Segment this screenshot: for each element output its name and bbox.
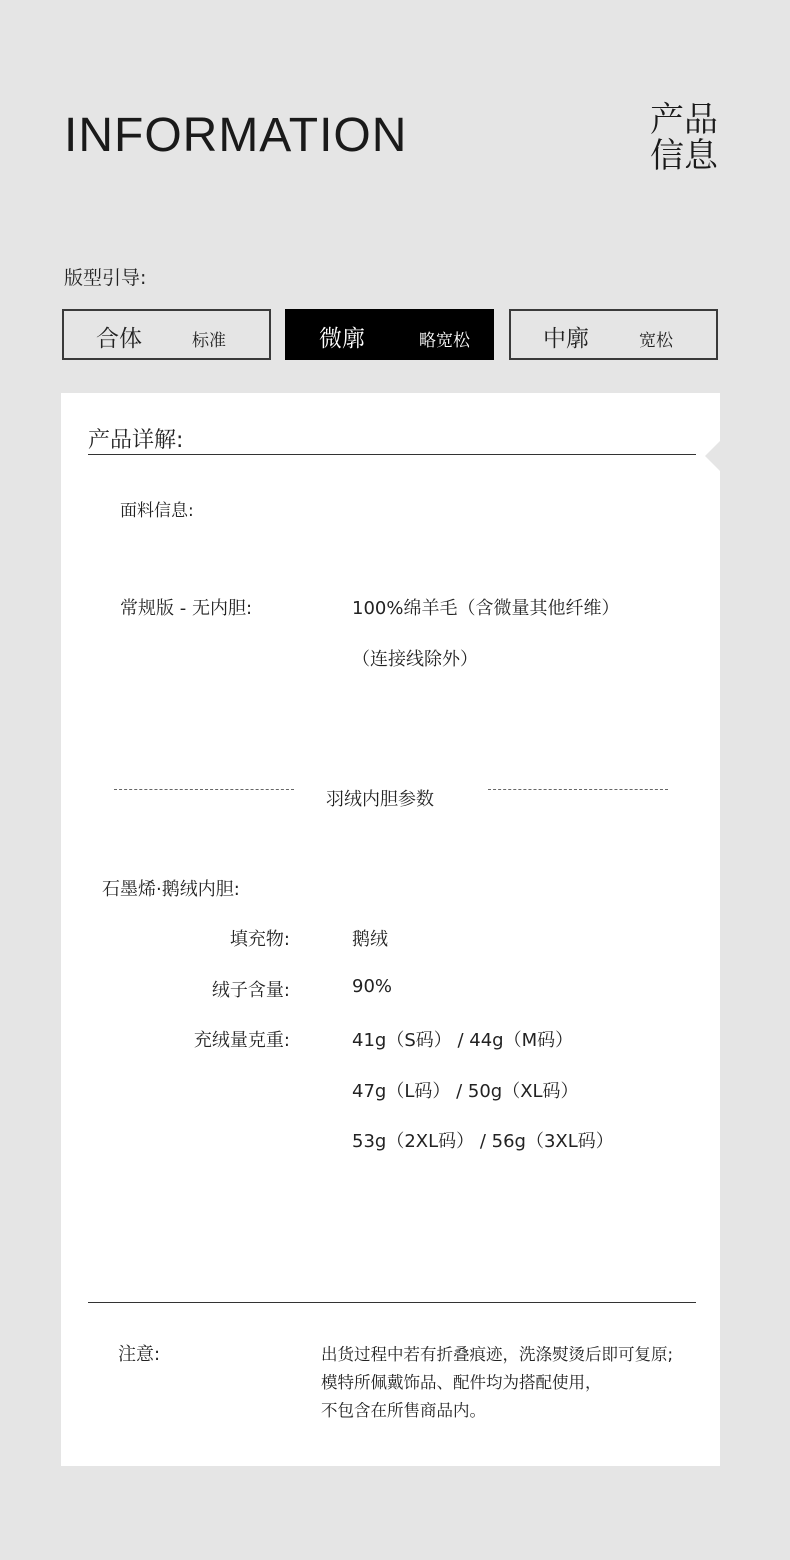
divider: [88, 454, 696, 455]
regular-version-label: 常规版 - 无内胆:: [120, 598, 253, 619]
details-title: 产品详解:: [88, 428, 184, 453]
filling-label: 填充物:: [229, 929, 290, 950]
fit-option-loose[interactable]: [509, 309, 718, 360]
notice-line: 出货过程中若有折叠痕迹，洗涤熨烫后即可复原;: [321, 1345, 674, 1364]
fit-option-slightly-loose[interactable]: [285, 309, 494, 360]
notice-line: 模特所佩戴饰品、配件均为搭配使用，: [321, 1373, 602, 1392]
liner-label: 石墨烯·鹅绒内胆:: [102, 879, 240, 900]
fill-weight-line: 41g（S码） / 44g（M码）: [352, 1030, 574, 1051]
fit-option-sub-label: 略宽松: [419, 331, 470, 351]
fit-guide-options: [62, 309, 719, 361]
fit-option-sub-label: 标准: [192, 331, 226, 351]
dashed-divider-left: [114, 789, 294, 790]
down-content-label: 绒子含量:: [211, 980, 290, 1001]
fit-option-main-label: 微廓: [319, 326, 365, 352]
notice-text: [321, 1341, 673, 1425]
details-card: [61, 393, 720, 1466]
fabric-label: 面料信息:: [120, 501, 194, 521]
fill-weight-label: 充绒量克重:: [193, 1030, 290, 1051]
regular-version-note: （连接线除外）: [352, 649, 478, 670]
fit-option-main-label: 中廓: [543, 326, 589, 352]
page-title-cn-line1: 产品: [650, 100, 718, 140]
dashed-divider-right: [488, 789, 668, 790]
fit-option-main-label: 合体: [96, 326, 142, 352]
notice-line: 不包含在所售商品内。: [321, 1401, 486, 1420]
fit-guide-label: 版型引导:: [64, 267, 147, 289]
divider: [88, 1302, 696, 1303]
page-title-cn-line2: 信息: [650, 136, 718, 176]
regular-version-value: 100%绵羊毛（含微量其他纤维）: [352, 598, 620, 619]
fit-option-fitted[interactable]: [62, 309, 271, 360]
notice-label: 注意:: [118, 1344, 161, 1365]
down-content-value: 90%: [352, 976, 393, 997]
liner-heading: 羽绒内胆参数: [326, 789, 434, 810]
page-title-cn: [650, 102, 730, 174]
fill-weight-line: 47g（L码） / 50g（XL码）: [352, 1081, 579, 1102]
card-notch: [705, 440, 721, 472]
page-title-en: INFORMATION: [64, 109, 408, 162]
fill-weight-line: 53g（2XL码） / 56g（3XL码）: [352, 1131, 614, 1152]
fit-option-sub-label: 宽松: [639, 331, 673, 351]
filling-value: 鹅绒: [352, 929, 388, 950]
